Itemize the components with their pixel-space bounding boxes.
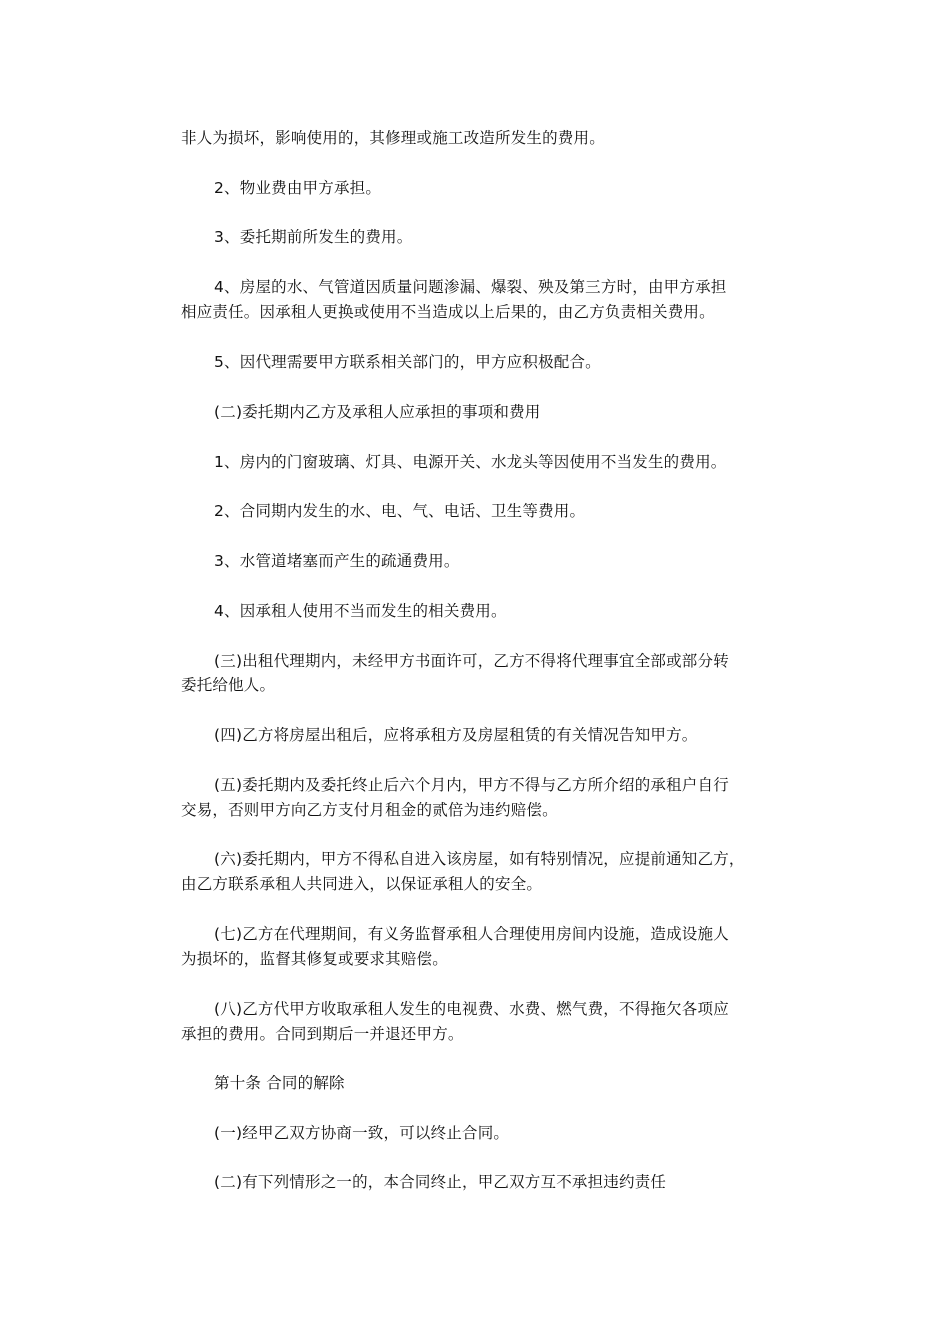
text-line-11: 4、因承租人使用不当而发生的相关费用。: [214, 602, 507, 620]
text-line-1: 非人为损坏，影响使用的，其修理或施工改造所发生的费用。: [181, 129, 605, 147]
text-line-19: (七)乙方在代理期间，有义务监督承租人合理使用房间内设施，造成设施人: [214, 925, 729, 943]
text-line-2: 2、物业费由甲方承担。: [214, 179, 382, 197]
text-line-14: (四)乙方将房屋出租后，应将承租方及房屋租赁的有关情况告知甲方。: [214, 726, 698, 744]
text-line-6: 5、因代理需要甲方联系相关部门的，甲方应积极配合。: [214, 353, 601, 371]
text-line-17: (六)委托期内，甲方不得私自进入该房屋，如有特别情况，应提前通知乙方，: [214, 850, 745, 868]
text-line-3: 3、委托期前所发生的费用。: [214, 228, 413, 246]
text-line-8: 1、房内的门窗玻璃、灯具、电源开关、水龙头等因使用不当发生的费用。: [214, 453, 727, 471]
text-line-25: (二)有下列情形之一的，本合同终止，甲乙双方互不承担违约责任: [214, 1173, 667, 1191]
section-heading: 第十条 合同的解除: [214, 1074, 345, 1092]
text-line-13: 委托给他人。: [181, 676, 276, 694]
text-line-9: 2、合同期内发生的水、电、气、电话、卫生等费用。: [214, 502, 586, 520]
text-line-4: 4、房屋的水、气管道因质量问题渗漏、爆裂、殃及第三方时，由甲方承担: [214, 278, 727, 296]
text-line-18: 由乙方联系承租人共同进入，以保证承租人的安全。: [181, 875, 543, 893]
text-line-12: (三)出租代理期内，未经甲方书面许可，乙方不得将代理事宜全部或部分转: [214, 652, 729, 670]
text-line-15: (五)委托期内及委托终止后六个月内，甲方不得与乙方所介绍的承租户自行: [214, 776, 729, 794]
text-line-20: 为损坏的，监督其修复或要求其赔偿。: [181, 950, 448, 968]
text-line-21: (八)乙方代甲方收取承租人发生的电视费、水费、燃气费，不得拖欠各项应: [214, 1000, 729, 1018]
text-line-16: 交易，否则甲方向乙方支付月租金的贰倍为违约赔偿。: [181, 801, 558, 819]
text-line-10: 3、水管道堵塞而产生的疏通费用。: [214, 552, 460, 570]
text-line-7: (二)委托期内乙方及承租人应承担的事项和费用: [214, 403, 541, 421]
text-line-5: 相应责任。因承租人更换或使用不当造成以上后果的，由乙方负责相关费用。: [181, 303, 715, 321]
text-line-22: 承担的费用。合同到期后一并退还甲方。: [181, 1025, 464, 1043]
text-line-24: (一)经甲乙双方协商一致，可以终止合同。: [214, 1124, 510, 1142]
